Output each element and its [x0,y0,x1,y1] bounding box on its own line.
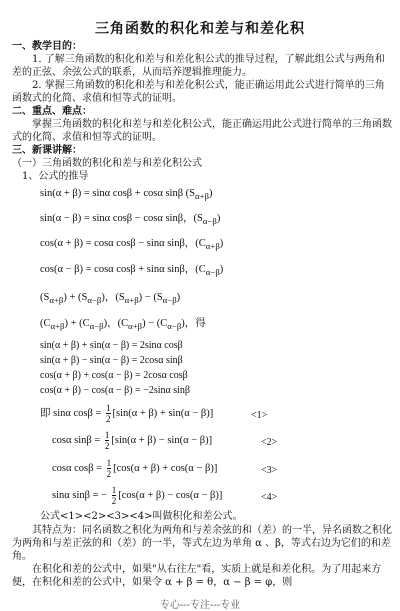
formula-tag-3: <3> [261,465,278,476]
product-to-sum-2: cosα sinβ = $\frac{1}{2}$ [sin(α + β) − sin(α − β)] [52,430,213,451]
product-to-sum-3: cosα cosβ = $\frac{1}{2}$ [cos(α + β) + cos(α − β)] [52,458,218,479]
section1-paragraph-2: 2. 掌握三角函数的积化和差与和差化积公式，能正确运用此公式进行简单的三角函数式的化简、求值和恒等式的证明。 [12,80,385,104]
product-to-sum-1: 即 sinα cosβ = $\frac{1}{2}$ [sin(α + β) + sin(α − β)] [40,403,214,424]
section3-heading: 三、新课讲解： [12,145,82,156]
fraction-one-half: $\frac{1}{2}$ [104,430,110,451]
note-characteristics: 其特点为：同名函数之积化为两角和与差余弦的和（差）的一半，异名函数之积化为两角和与差正弦的和（差）的一半，等式左边为单角 α 、β，等式右边为它们的和差角。 [12,525,392,562]
note-right-to-left: 在积化和差的公式中，如果"从右往左"看，实质上就是和差化积。为了用起来方便，在积化和差的公式中，如果令 α + β = θ，α − β = φ，则 [12,564,382,588]
fraction-one-half: $\frac{1}{2}$ [106,403,111,424]
section2-paragraph: 掌握三角函数的积化和差与和差化积公式，能正确运用此公式进行简单的三角函数式的化简、求值和恒等式的证明。 [12,119,392,143]
section2-heading: 二、重点、难点： [12,106,92,117]
result-4: cos(α + β) − cos(α − β) = −2sinα sinβ [40,385,190,396]
formula-tag-2: <2> [261,437,278,448]
note-formula-name: 公式<1><2><3><4>叫做积化和差公式。 [40,511,243,522]
result-2: sin(α + β) − sin(α − β) = 2cosα sinβ [40,355,183,366]
fraction-one-half: $\frac{1}{2}$ [106,458,112,479]
formula-tag-1: <1> [251,410,268,421]
formula-sin-diff: sin(α − β) = sinα cosβ − cosα sinβ，$(S_{\alpha-\beta})$ [40,213,221,227]
result-3: cos(α + β) + cos(α − β) = 2cosα cosβ [40,370,188,381]
section3-subsubheading: 1、公式的推导 [22,171,89,182]
formula-sin-sum: sin(α + β) = sinα cosβ + cosα sinβ $(S_{\alpha+\beta})$ [40,188,213,202]
formula-combination-s: $(S_{\alpha+\beta}) + (S_{\alpha-\beta})$，$(S_{\alpha+\beta}) - (S_{\alpha-\beta})$ [40,292,181,306]
formula-combination-c: $(C_{\alpha+\beta}) + (C_{\alpha-\beta})$，$(C_{\alpha+\beta}) - (C_{\alpha-\beta})$，得 [40,318,206,332]
section1-paragraph-1: 1. 了解三角函数的积化和差与和差化积公式的推导过程，了解此组公式与两角和差的正弦、余弦公式的联系，从而培养逻辑推理能力。 [12,54,385,78]
formula-cos-sum: cos(α + β) = cosα cosβ − sinα sinβ，$(C_{\alpha+\beta})$ [40,238,224,252]
result-1: sin(α + β) + sin(α − β) = 2sinα cosβ [40,340,183,351]
formula-cos-diff: cos(α − β) = cosα cosβ + sinα sinβ，$(C_{\alpha-\beta})$ [40,264,224,278]
product-to-sum-4: sinα sinβ = − $\frac{1}{2}$ [cos(α + β) − cos(α − β)] [52,485,223,506]
section1-heading: 一、教学目的： [12,41,82,52]
formula-tag-4: <4> [261,492,278,503]
section3-subheading: （一）三角函数的积化和差与和差化积公式 [12,158,202,169]
page-footer: 专心---专注---专业 [159,600,241,611]
page-title: 三角函数的积化和差与和差化积 [95,21,305,37]
fraction-one-half: $\frac{1}{2}$ [111,485,117,506]
